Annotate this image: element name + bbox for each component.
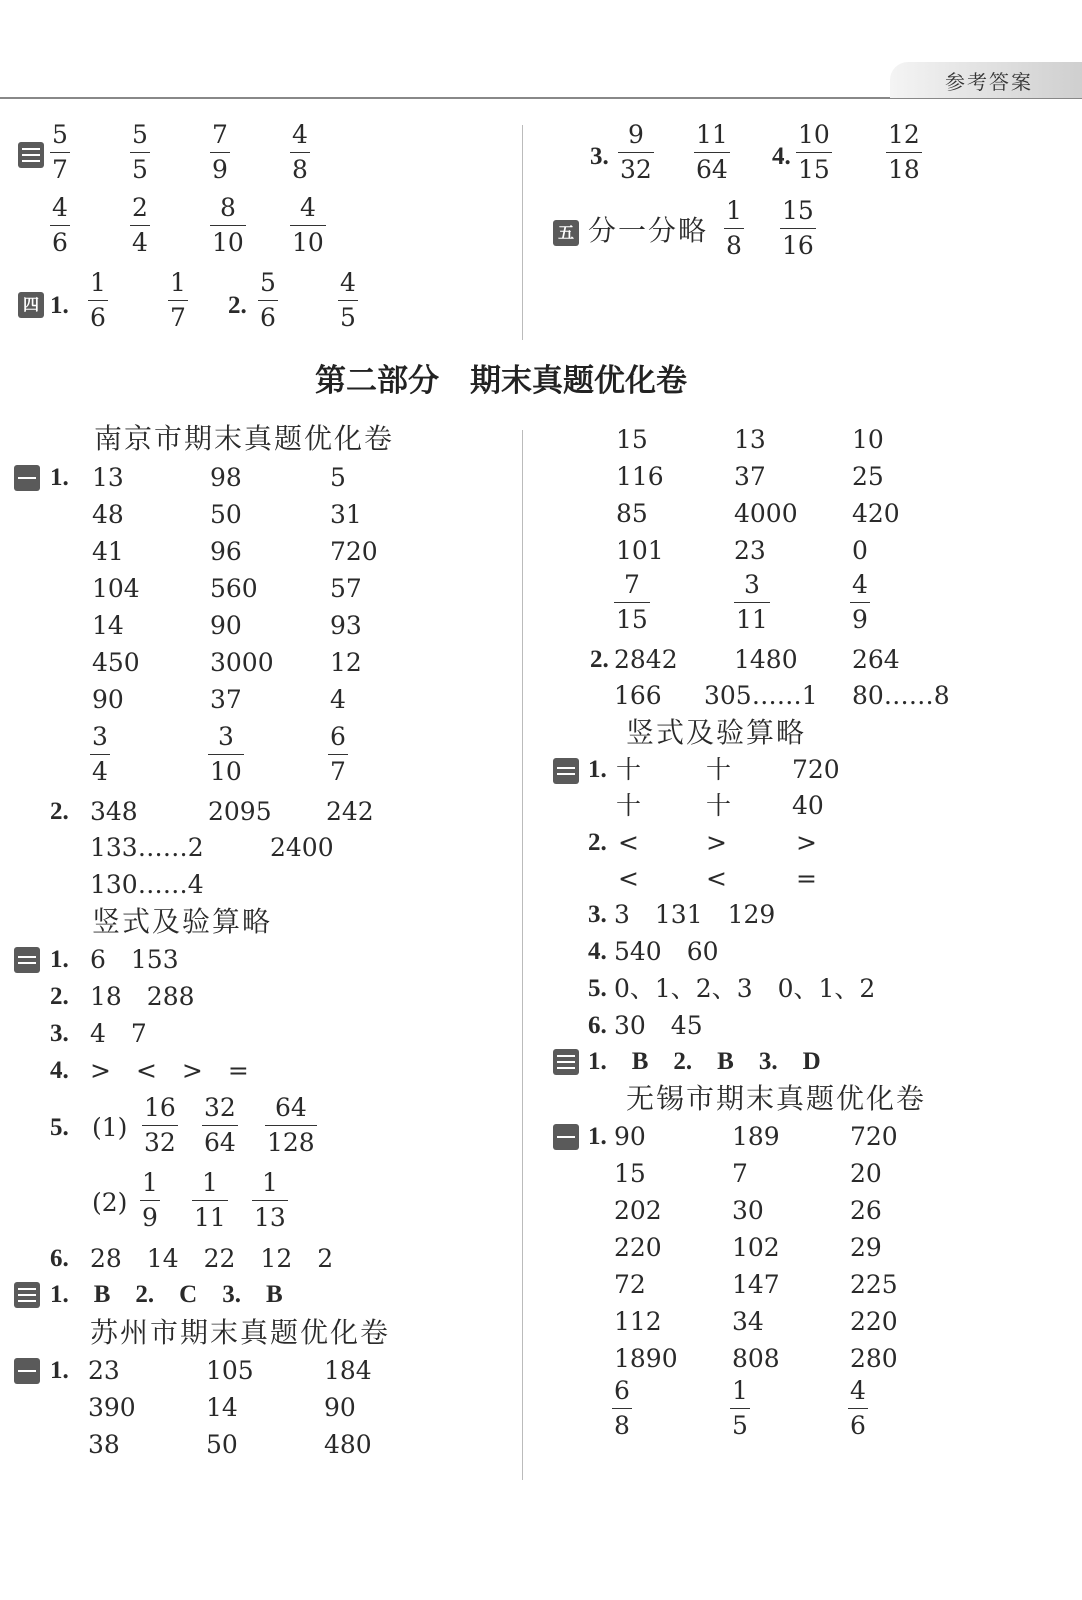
- numerator: 10: [798, 120, 830, 149]
- denominator: 9: [852, 605, 868, 634]
- numerator: 15: [782, 196, 814, 225]
- numerator: 5: [52, 120, 68, 149]
- fraction-bar: [50, 225, 70, 226]
- suzhou-p2-value: 40: [792, 791, 824, 820]
- nanjing-p2-q6-label: 6.: [50, 1245, 69, 1272]
- suzhou-p2-label: 5.: [588, 975, 607, 1002]
- wuxi-fraction: [730, 1376, 750, 1441]
- fraction-bar: [192, 1200, 228, 1201]
- numerator: 6: [614, 1376, 630, 1405]
- fraction-bar: [258, 300, 278, 301]
- denominator: 13: [254, 1203, 286, 1232]
- suzhou-p2-value: 720: [792, 755, 840, 784]
- column-divider-bottom: [522, 430, 523, 1480]
- suzhou-p2-answer: 30 45: [614, 1011, 703, 1040]
- numerator: 1: [170, 268, 186, 297]
- nanjing-q5-fraction: [252, 1168, 288, 1233]
- nanjing-q1-value: 14: [92, 611, 124, 640]
- q3-label: 3.: [590, 143, 609, 170]
- denominator: 5: [340, 303, 356, 332]
- suzhou-value: 23: [734, 536, 766, 565]
- fraction-bar: [130, 152, 150, 153]
- nanjing-q2-value: 2095: [208, 797, 272, 826]
- suzhou-q2-label: 2.: [590, 646, 609, 673]
- nanjing-p2-answer: 6 153: [90, 945, 179, 974]
- wuxi-value: 20: [850, 1159, 882, 1188]
- nanjing-q2-value: 242: [326, 797, 374, 826]
- wuxi-value: 29: [850, 1233, 882, 1262]
- nanjing-q1-value: 90: [210, 611, 242, 640]
- fraction-bar: [730, 1408, 750, 1409]
- si-2-fraction: [338, 268, 358, 333]
- numerator: 9: [627, 120, 644, 149]
- denominator: 7: [330, 757, 346, 786]
- denominator: 16: [782, 231, 814, 260]
- suzhou-p2-value: <: [618, 828, 639, 857]
- suzhou-p2-label: 4.: [588, 938, 607, 965]
- nanjing-p2-answer: 18 288: [90, 982, 195, 1011]
- nanjing-p2-q6: 28 14 22 12 2: [90, 1244, 334, 1273]
- nanjing-q1-fraction: [328, 722, 348, 787]
- nanjing-p2-q5-1: (1): [92, 1113, 128, 1142]
- suzhou-value: 25: [852, 462, 884, 491]
- numerator: 4: [292, 120, 308, 149]
- suzhou-value: 4000: [734, 499, 798, 528]
- nanjing-q1-value: 3000: [210, 648, 274, 677]
- wuxi-value: 202: [614, 1196, 662, 1225]
- suzhou-p2-value: <: [706, 864, 727, 893]
- suzhou-q2-value: 2842: [614, 645, 678, 674]
- numerator: 1: [732, 1376, 748, 1405]
- nanjing-q1-value: 5: [330, 463, 346, 492]
- suzhou-q2-value: 264: [852, 645, 900, 674]
- fraction-bar: [734, 602, 770, 603]
- nanjing-p2-label: 2.: [50, 983, 69, 1010]
- numerator: 1: [261, 1168, 278, 1197]
- suzhou-q2-value: 305……1: [704, 681, 818, 710]
- denominator: 11: [736, 605, 768, 634]
- fraction-bar: [130, 225, 150, 226]
- denominator: 9: [142, 1203, 158, 1232]
- nanjing-q1-value: 93: [330, 611, 362, 640]
- numerator: 1: [726, 196, 742, 225]
- san-fraction: [290, 120, 310, 185]
- suzhou-fraction: [850, 570, 870, 635]
- nanjing-p2-label: 3.: [50, 1020, 69, 1047]
- suzhou-fraction: [734, 570, 770, 635]
- suzhou-q1-label: 1.: [50, 1357, 69, 1384]
- wuxi-value: 34: [732, 1307, 764, 1336]
- q4-fraction: [796, 120, 832, 185]
- wu-fraction: [724, 196, 744, 261]
- nanjing-p3: 1. B 2. C 3. B: [50, 1281, 283, 1308]
- section-title: 第二部分 期末真题优化卷: [315, 363, 687, 399]
- q4-label: 4.: [772, 143, 791, 170]
- yi-icon: [14, 465, 40, 491]
- denominator: 128: [267, 1128, 315, 1157]
- numerator: 5: [260, 268, 276, 297]
- denominator: 7: [52, 155, 68, 184]
- q3-fraction: [694, 120, 730, 185]
- nanjing-p2-q5-2: (2): [92, 1188, 128, 1217]
- nanjing-q1-value: 48: [92, 500, 124, 529]
- nanjing-q1-value: 37: [210, 685, 242, 714]
- suzhou-p2-value: =: [796, 864, 817, 893]
- nanjing-q5-fraction: [202, 1093, 238, 1158]
- nanjing-q5-fraction: [265, 1093, 317, 1158]
- fraction-bar: [252, 1200, 288, 1201]
- suzhou-value: 105: [206, 1356, 254, 1385]
- suzhou-p2-answer: 0、1、2、3 0、1、2: [614, 974, 876, 1003]
- denominator: 8: [726, 231, 742, 260]
- fraction-bar: [328, 754, 348, 755]
- fraction-bar: [850, 602, 870, 603]
- fraction-bar: [168, 300, 188, 301]
- numerator: 2: [132, 193, 148, 222]
- suzhou-value: 90: [324, 1393, 356, 1422]
- er-icon: [14, 947, 40, 973]
- nanjing-q1-fraction: [90, 722, 110, 787]
- denominator: 11: [194, 1203, 226, 1232]
- suzhou-p2-q2-label: 2.: [588, 829, 607, 856]
- wu-icon: 五: [553, 220, 579, 246]
- suzhou-value: 116: [616, 462, 664, 491]
- denominator: 32: [620, 155, 652, 184]
- wuxi-fraction: [612, 1376, 632, 1441]
- numerator: 1: [90, 268, 106, 297]
- denominator: 5: [132, 155, 148, 184]
- suzhou-p2-value: <: [618, 864, 639, 893]
- wuxi-value: 225: [850, 1270, 898, 1299]
- nanjing-title: 南京市期末真题优化卷: [94, 422, 395, 455]
- numerator: 3: [743, 570, 760, 599]
- numerator: 11: [696, 120, 728, 149]
- si-2-fraction: [258, 268, 278, 333]
- nanjing-q1-value: 41: [92, 537, 124, 566]
- suzhou-p2-value: 十: [616, 755, 642, 784]
- fraction-bar: [208, 754, 244, 755]
- si-icon: 四: [18, 292, 44, 318]
- fraction-bar: [290, 152, 310, 153]
- suzhou-value: 480: [324, 1430, 372, 1459]
- suzhou-value: 38: [88, 1430, 120, 1459]
- suzhou-fraction: [614, 570, 650, 635]
- san-icon-2: [14, 1282, 40, 1308]
- wuxi-value: 808: [732, 1344, 780, 1373]
- fraction-bar: [780, 228, 816, 229]
- suzhou-p2-label: 6.: [588, 1012, 607, 1039]
- suzhou-value: 0: [852, 536, 868, 565]
- denominator: 6: [260, 303, 276, 332]
- wuxi-value: 220: [614, 1233, 662, 1262]
- fraction-bar: [338, 300, 358, 301]
- nanjing-q1-fraction: [208, 722, 244, 787]
- suzhou-p2-value: 十: [616, 791, 642, 820]
- yi-icon-2: [14, 1358, 40, 1384]
- fraction-bar: [618, 152, 654, 153]
- numerator: 7: [212, 120, 228, 149]
- wuxi-title: 无锡市期末真题优化卷: [626, 1082, 927, 1115]
- suzhou-value: 85: [616, 499, 648, 528]
- wuxi-value: 7: [732, 1159, 748, 1188]
- nanjing-vertical-note: 竖式及验算略: [92, 905, 273, 938]
- numerator: 3: [217, 722, 234, 751]
- wuxi-value: 220: [850, 1307, 898, 1336]
- suzhou-q2-value: 166: [614, 681, 662, 710]
- suzhou-value: 50: [206, 1430, 238, 1459]
- fraction-bar: [290, 225, 326, 226]
- nanjing-q1-value: 57: [330, 574, 362, 603]
- suzhou-value: 15: [616, 425, 648, 454]
- denominator: 4: [132, 228, 148, 257]
- si-1-fraction: [88, 268, 108, 333]
- nanjing-q2-value: 2400: [270, 833, 334, 862]
- nanjing-q1-value: 96: [210, 537, 242, 566]
- denominator: 6: [850, 1411, 866, 1440]
- fraction-bar: [88, 300, 108, 301]
- suzhou-value: 184: [324, 1356, 372, 1385]
- denominator: 64: [696, 155, 728, 184]
- wuxi-value: 112: [614, 1307, 662, 1336]
- nanjing-q1-value: 720: [330, 537, 378, 566]
- fraction-bar: [796, 152, 832, 153]
- wuxi-q1-label: 1.: [588, 1123, 607, 1150]
- wu-fraction: [780, 196, 816, 261]
- denominator: 32: [144, 1128, 176, 1157]
- wu-text: 分一分略: [588, 214, 709, 247]
- fraction-bar: [848, 1408, 868, 1409]
- nanjing-q1-value: 4: [330, 685, 346, 714]
- denominator: 5: [732, 1411, 748, 1440]
- suzhou-p2-label: 3.: [588, 901, 607, 928]
- denominator: 9: [212, 155, 228, 184]
- wuxi-value: 26: [850, 1196, 882, 1225]
- san-fraction: [50, 120, 70, 185]
- q4-fraction: [886, 120, 922, 185]
- wuxi-value: 15: [614, 1159, 646, 1188]
- wuxi-value: 189: [732, 1122, 780, 1151]
- header-title: 参考答案: [945, 70, 1033, 94]
- nanjing-q1-value: 12: [330, 648, 362, 677]
- si-2-label: 2.: [228, 292, 247, 319]
- san-fraction: [210, 120, 230, 185]
- numerator: 1: [142, 1168, 158, 1197]
- nanjing-p2-answer: > < > =: [90, 1056, 249, 1085]
- numerator: 4: [299, 193, 316, 222]
- numerator: 4: [850, 1376, 866, 1405]
- nanjing-q5-fraction: [140, 1168, 160, 1233]
- nanjing-q1-value: 90: [92, 685, 124, 714]
- suzhou-p2-q1-label: 1.: [588, 756, 607, 783]
- numerator: 12: [888, 120, 920, 149]
- nanjing-p2-label: 1.: [50, 946, 69, 973]
- nanjing-q2-value: 130……4: [90, 870, 204, 899]
- suzhou-title: 苏州市期末真题优化卷: [90, 1316, 391, 1349]
- suzhou-p2-answer: 540 60: [614, 937, 719, 966]
- denominator: 10: [292, 228, 324, 257]
- nanjing-p2-answer: 4 7: [90, 1019, 147, 1048]
- q3-fraction: [618, 120, 654, 185]
- si-1-fraction: [168, 268, 188, 333]
- er-icon-2: [553, 758, 579, 784]
- nanjing-q2-value: 133……2: [90, 833, 204, 862]
- fraction-bar: [210, 152, 230, 153]
- nanjing-p2-q5-label: 5.: [50, 1114, 69, 1141]
- wuxi-value: 30: [732, 1196, 764, 1225]
- nanjing-q1-value: 50: [210, 500, 242, 529]
- nanjing-q1-value: 13: [92, 463, 124, 492]
- wuxi-value: 1890: [614, 1344, 678, 1373]
- wuxi-value: 280: [850, 1344, 898, 1373]
- suzhou-p3: 1. B 2. B 3. D: [588, 1048, 821, 1075]
- numerator: 4: [852, 570, 868, 599]
- nanjing-q1-value: 560: [210, 574, 258, 603]
- suzhou-p2-value: >: [796, 828, 817, 857]
- numerator: 16: [144, 1093, 176, 1122]
- numerator: 3: [92, 722, 108, 751]
- fraction-bar: [886, 152, 922, 153]
- numerator: 7: [623, 570, 640, 599]
- denominator: 15: [616, 605, 648, 634]
- fraction-bar: [265, 1125, 317, 1126]
- numerator: 64: [274, 1093, 307, 1122]
- suzhou-value: 14: [206, 1393, 238, 1422]
- wuxi-fraction: [848, 1376, 868, 1441]
- wuxi-value: 147: [732, 1270, 780, 1299]
- san-fraction: [210, 193, 246, 258]
- suzhou-value: 390: [88, 1393, 136, 1422]
- suzhou-value: 13: [734, 425, 766, 454]
- suzhou-p2-value: 十: [706, 791, 732, 820]
- nanjing-q2-label: 2.: [50, 798, 69, 825]
- numerator: 8: [219, 193, 236, 222]
- suzhou-vertical-note: 竖式及验算略: [626, 716, 807, 749]
- column-divider-top: [522, 125, 523, 340]
- san-fraction: [130, 120, 150, 185]
- numerator: 4: [52, 193, 68, 222]
- denominator: 10: [210, 757, 242, 786]
- denominator: 7: [170, 303, 186, 332]
- nanjing-q1-value: 450: [92, 648, 140, 677]
- fraction-bar: [142, 1125, 178, 1126]
- suzhou-value: 101: [616, 536, 664, 565]
- denominator: 6: [90, 303, 106, 332]
- san-icon-3: [553, 1049, 579, 1075]
- yi-icon-3: [553, 1124, 579, 1150]
- denominator: 4: [92, 757, 108, 786]
- fraction-bar: [614, 602, 650, 603]
- denominator: 15: [798, 155, 830, 184]
- nanjing-q1-label: 1.: [50, 464, 69, 491]
- denominator: 64: [204, 1128, 236, 1157]
- numerator: 1: [201, 1168, 218, 1197]
- suzhou-q2-value: 80……8: [852, 681, 950, 710]
- fraction-bar: [140, 1200, 160, 1201]
- nanjing-q2-value: 348: [90, 797, 138, 826]
- denominator: 10: [212, 228, 244, 257]
- suzhou-value: 10: [852, 425, 884, 454]
- numerator: 4: [340, 268, 356, 297]
- numerator: 32: [204, 1093, 236, 1122]
- nanjing-q1-value: 31: [330, 500, 362, 529]
- fraction-bar: [202, 1125, 238, 1126]
- san-fraction: [290, 193, 326, 258]
- suzhou-p2-value: 十: [706, 755, 732, 784]
- fraction-bar: [50, 152, 70, 153]
- wuxi-value: 102: [732, 1233, 780, 1262]
- numerator: 5: [132, 120, 148, 149]
- si-1-label: 1.: [50, 292, 69, 319]
- denominator: 8: [614, 1411, 630, 1440]
- nanjing-q1-value: 98: [210, 463, 242, 492]
- fraction-bar: [90, 754, 110, 755]
- wuxi-value: 72: [614, 1270, 646, 1299]
- denominator: 18: [888, 155, 920, 184]
- numerator: 6: [330, 722, 346, 751]
- suzhou-value: 420: [852, 499, 900, 528]
- nanjing-p2-label: 4.: [50, 1057, 69, 1084]
- nanjing-q5-fraction: [142, 1093, 178, 1158]
- fraction-bar: [724, 228, 744, 229]
- wuxi-value: 720: [850, 1122, 898, 1151]
- suzhou-value: 37: [734, 462, 766, 491]
- suzhou-p2-answer: 3 131 129: [614, 900, 776, 929]
- fraction-bar: [210, 225, 246, 226]
- san-fraction: [130, 193, 150, 258]
- denominator: 8: [292, 155, 308, 184]
- suzhou-q2-value: 1480: [734, 645, 798, 674]
- wuxi-value: 90: [614, 1122, 646, 1151]
- nanjing-q1-value: 104: [92, 574, 140, 603]
- denominator: 6: [52, 228, 68, 257]
- nanjing-q5-fraction: [192, 1168, 228, 1233]
- fraction-bar: [612, 1408, 632, 1409]
- fraction-bar: [694, 152, 730, 153]
- suzhou-p2-value: >: [706, 828, 727, 857]
- san-fraction: [50, 193, 70, 258]
- suzhou-value: 23: [88, 1356, 120, 1385]
- san-icon: [18, 142, 44, 168]
